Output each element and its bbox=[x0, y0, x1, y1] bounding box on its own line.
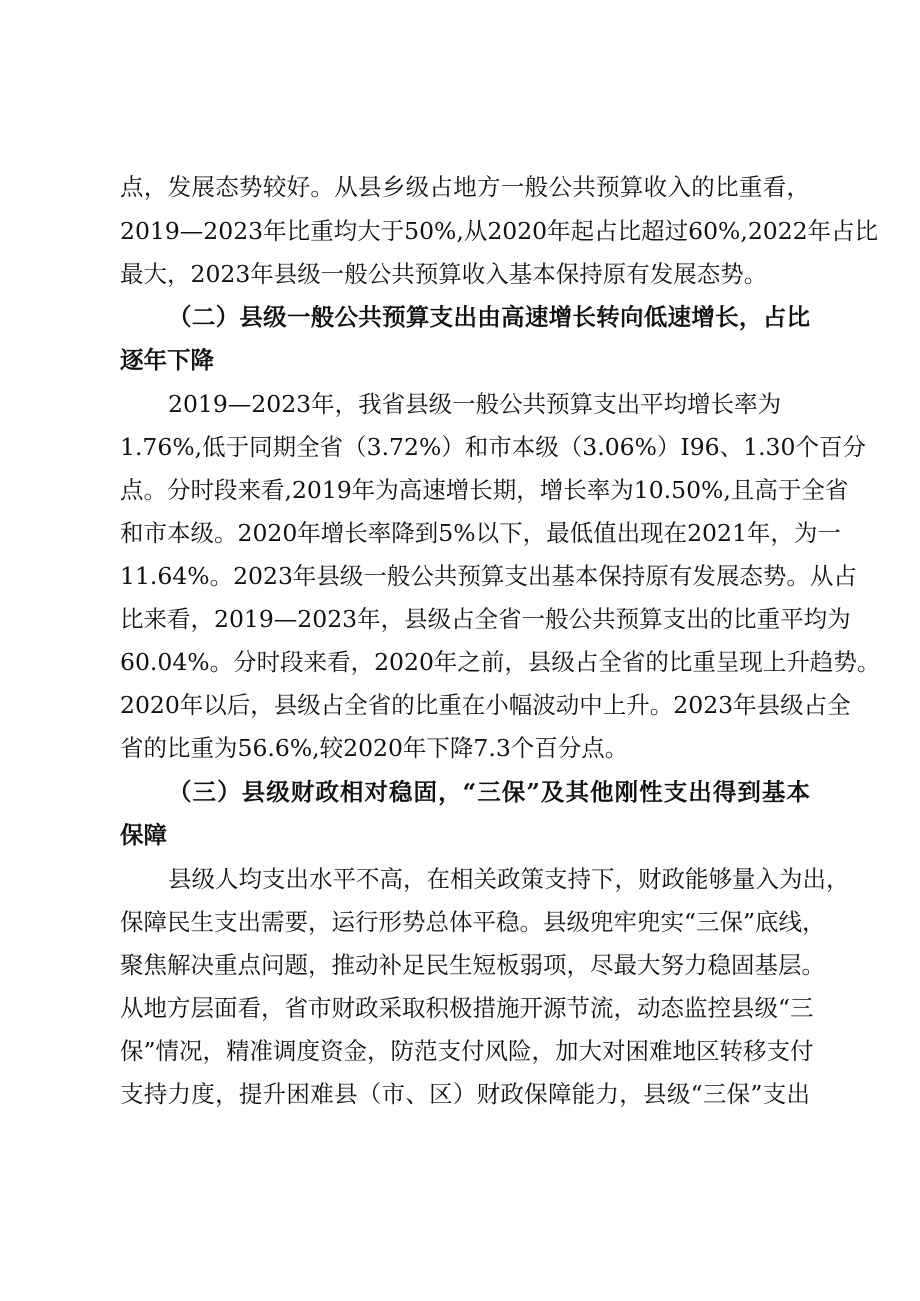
intro-line-3: 最大，2023年县级一般公共预算收入基本保持原有发展态势。 bbox=[120, 260, 768, 288]
section-3-body-line-6: 支持力度，提升困难县（市、区）财政保障能力，县级“三保”支出 bbox=[120, 1080, 810, 1108]
section-3-body-line-2: 保障民生支出需要，运行形势总体平稳。县级兜牢兜实“三保”底线， bbox=[120, 908, 826, 936]
section-2-heading-line-1: （二）县级一般公共预算支出由高速增长转向低速增长，占比 bbox=[168, 303, 810, 331]
section-3-body-line-3: 聚焦解决重点问题，推动补足民生短板弱项，尽最大努力稳固基层。 bbox=[120, 951, 825, 979]
section-2-heading-line-2: 逐年下降 bbox=[120, 346, 214, 374]
section-2-body-line-7: 60.04%。分时段来看，2020年之前，县级占全省的比重呈现上升趋势。 bbox=[120, 648, 881, 676]
section-3-heading-line-2: 保障 bbox=[120, 821, 167, 849]
section-3-body-line-1: 县级人均支出水平不高，在相关政策支持下，财政能够量入为出， bbox=[168, 865, 850, 893]
intro-line-1: 点，发展态势较好。从县乡级占地方一般公共预算收入的比重看， bbox=[120, 173, 810, 201]
section-2-body-line-5: 11.64%。2023年县级一般公共预算支出基本保持原有发展态势。从占 bbox=[120, 562, 857, 590]
section-2-body-line-8: 2020年以后，县级占全省的比重在小幅波动中上升。2023年县级占全 bbox=[120, 691, 851, 719]
section-3-heading-line-1: （三）县级财政相对稳固，“三保”及其他刚性支出得到基本 bbox=[168, 778, 810, 806]
section-2-body-line-3: 点。分时段来看,2019年为高速增长期，增长率为10.50%,且高于全省 bbox=[120, 476, 849, 504]
section-2-body-line-4: 和市本级。2020年增长率降到5%以下，最低值出现在2021年，为一 bbox=[120, 519, 841, 547]
section-2-body-line-6: 比来看，2019—2023年，县级占全省一般公共预算支出的比重平均为 bbox=[120, 605, 851, 633]
section-3-body-line-4: 从地方层面看，省市财政采取积极措施开源节流，动态监控县级“三 bbox=[120, 994, 814, 1022]
section-2-body-line-9: 省的比重为56.6%,较2020年下降7.3个百分点。 bbox=[120, 734, 629, 762]
section-3-body-line-5: 保”情况，精准调度资金，防范支付风险，加大对困难地区转移支付 bbox=[120, 1037, 814, 1065]
intro-line-2: 2019—2023年比重均大于50%,从2020年起占比超过60%,2022年占比 bbox=[120, 217, 879, 245]
section-2-body-line-1: 2019—2023年，我省县级一般公共预算支出平均增长率为 bbox=[168, 390, 782, 418]
section-2-body-line-2: 1.76%,低于同期全省（3.72%）和市本级（3.06%）I96、1.30个百分 bbox=[120, 433, 866, 461]
